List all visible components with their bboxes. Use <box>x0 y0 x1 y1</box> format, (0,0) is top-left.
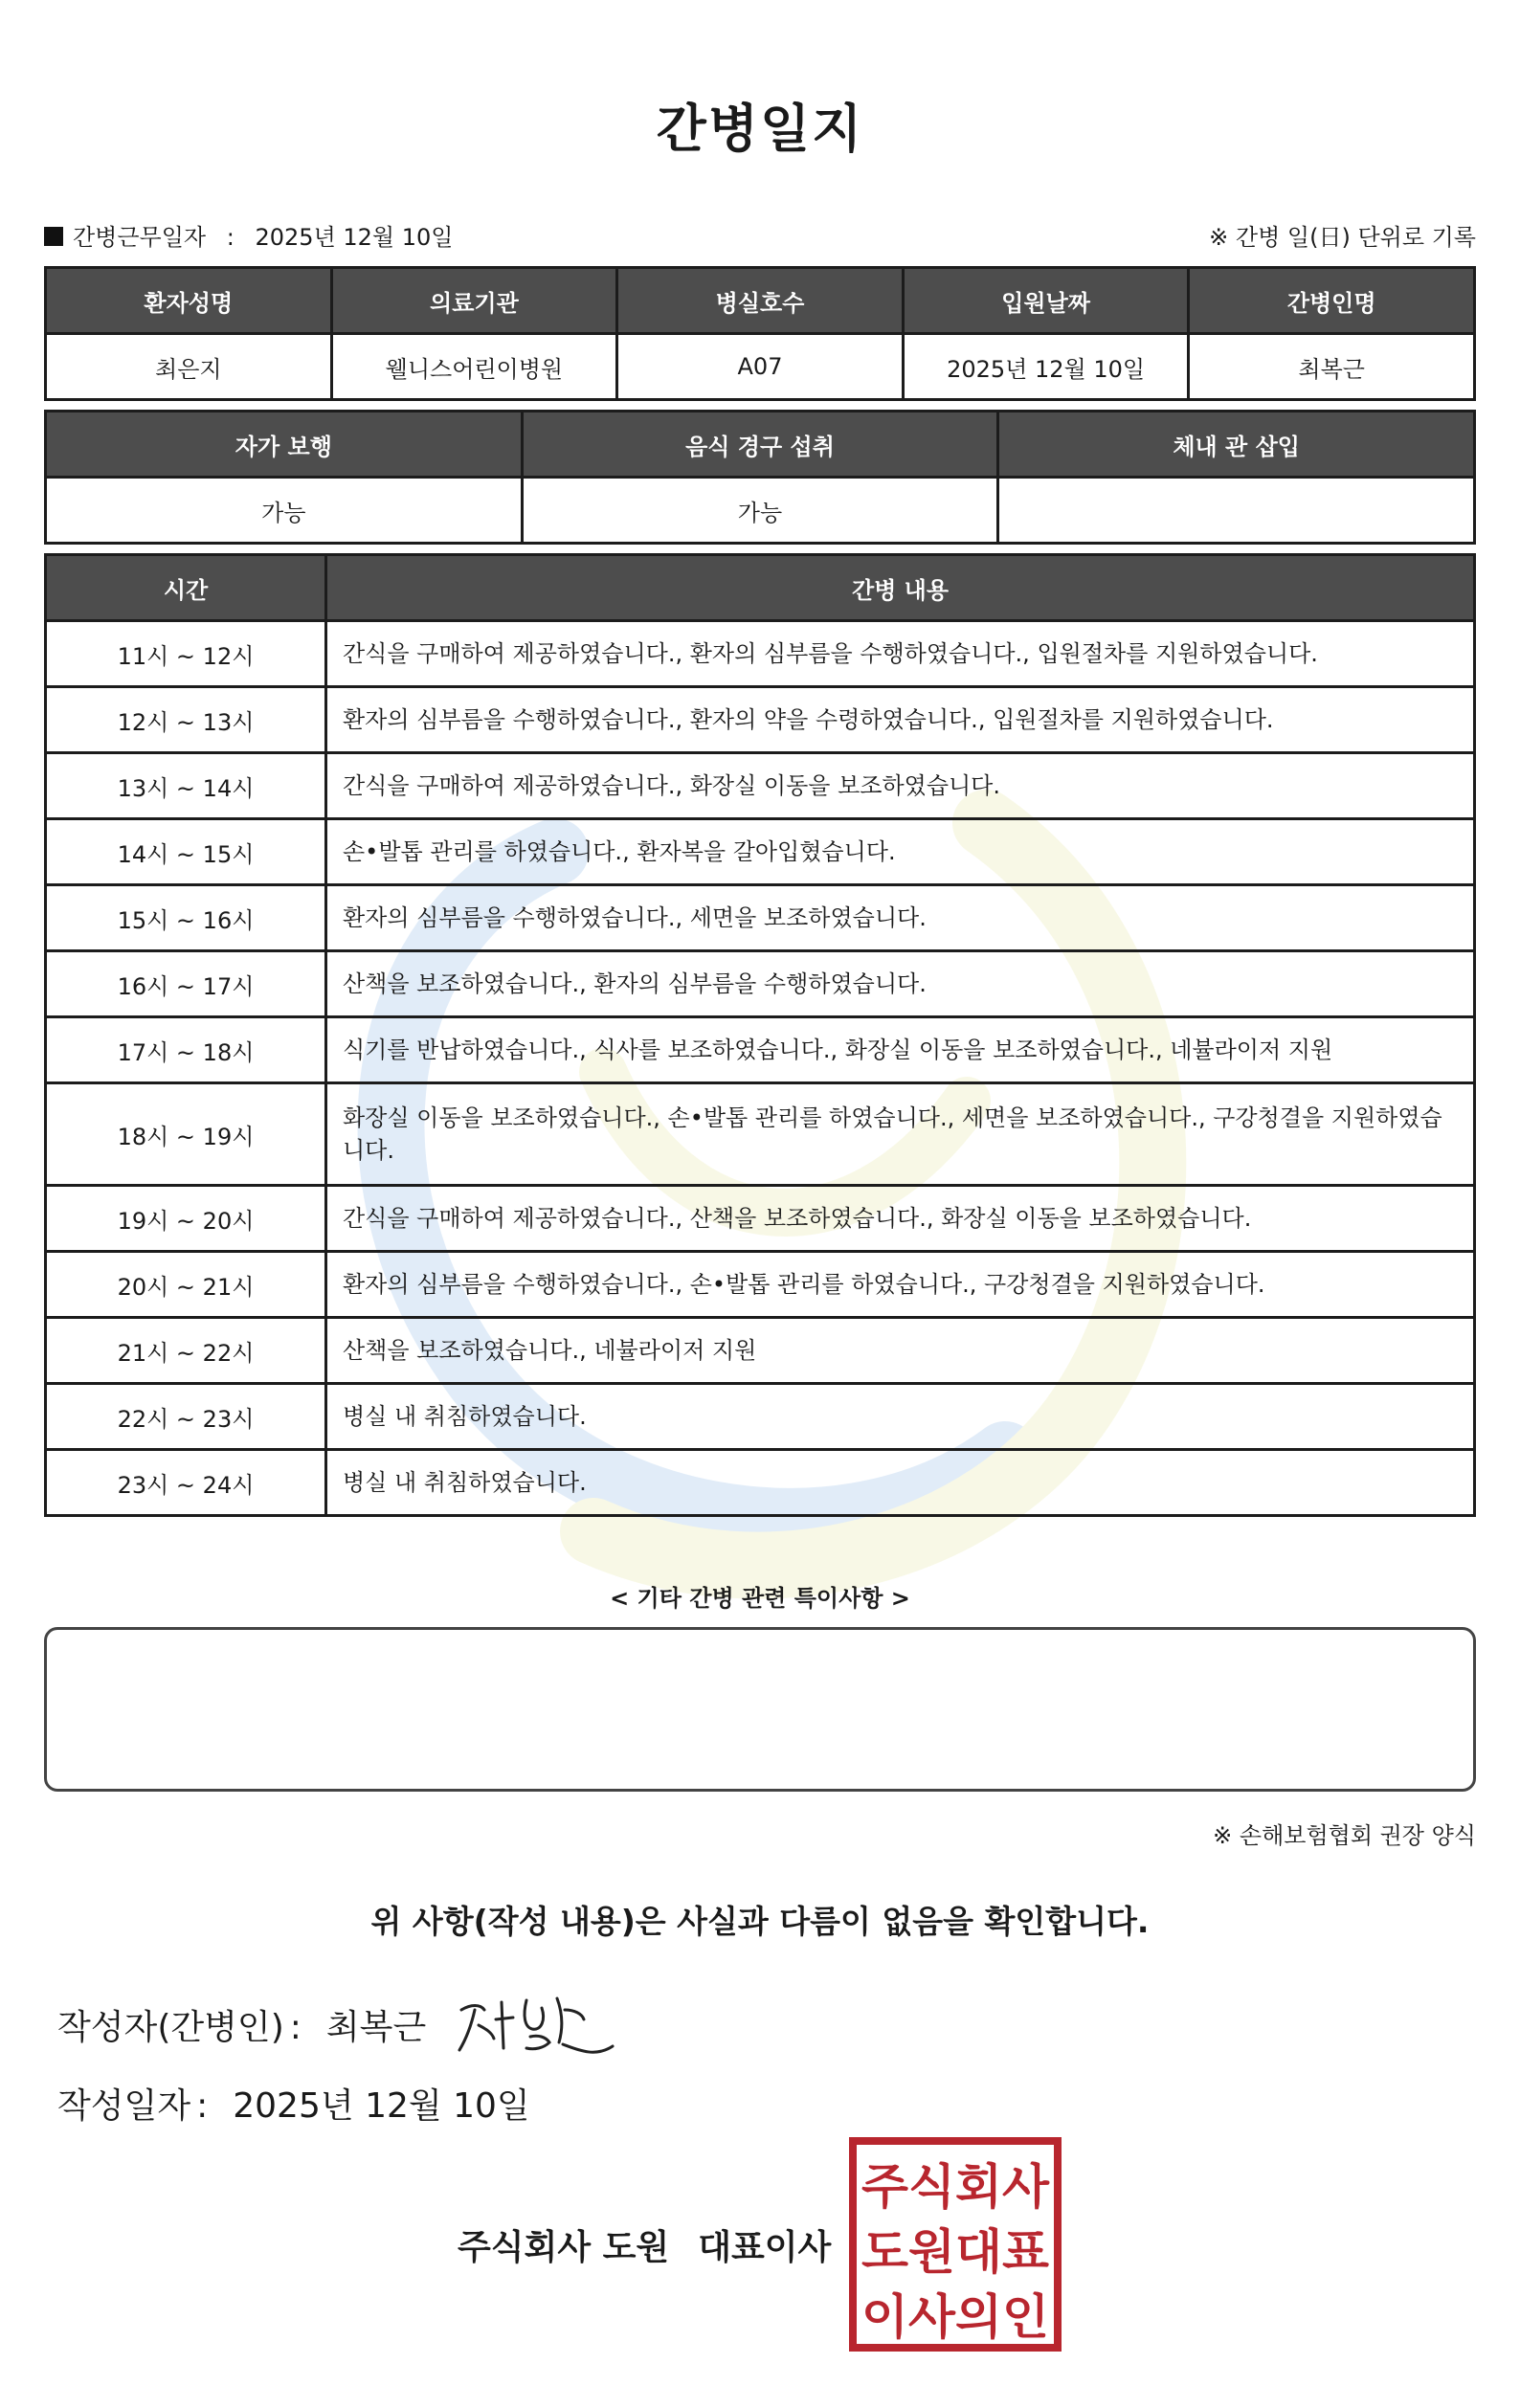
table-row <box>46 1252 1475 1318</box>
unit-note: ※ 간병 일(日) 단위로 기록 <box>1209 224 1476 251</box>
content-cell: 간식을 구매하여 제공하였습니다., 화장실 이동을 보조하였습니다. <box>326 753 1475 819</box>
content-cell: 병실 내 취침하였습니다. <box>326 1384 1475 1450</box>
table-row <box>46 753 1475 819</box>
header-admission-date: 입원날짜 <box>903 268 1189 334</box>
content-cell: 환자의 심부름을 수행하였습니다., 세면을 보조하였습니다. <box>326 885 1475 951</box>
content-cell: 화장실 이동을 보조하였습니다., 손•발톱 관리를 하였습니다., 세면을 보조하였습니다., 구강청결을 지원하였습니다. <box>326 1083 1475 1186</box>
confirmation-statement: 위 사항(작성 내용)은 사실과 다름이 없음을 확인합니다. <box>370 1903 1150 1940</box>
content-cell: 산책을 보조하였습니다., 네뷸라이저 지원 <box>326 1318 1475 1384</box>
writer-name: 최복근 <box>325 2008 427 2047</box>
writer-label: 작성자(간병인) <box>57 2008 284 2047</box>
recommend-note: ※ 손해보험협회 권장 양식 <box>1213 1822 1476 1849</box>
table-row <box>46 621 1475 687</box>
time-cell: 12시 ~ 13시 <box>46 687 326 753</box>
work-date-line <box>44 218 453 252</box>
content-cell: 환자의 심부름을 수행하였습니다., 환자의 약을 수령하였습니다., 입원절차를 지원하였습니다. <box>326 687 1475 753</box>
written-date-colon: : <box>196 2086 209 2126</box>
time-cell: 11시 ~ 12시 <box>46 621 326 687</box>
time-cell: 18시 ~ 19시 <box>46 1083 326 1186</box>
patient-status-table <box>44 410 1476 545</box>
time-cell: 17시 ~ 18시 <box>46 1017 326 1083</box>
written-date-line <box>57 2079 530 2128</box>
caregiver-value: 최복근 <box>1189 334 1475 400</box>
time-cell: 13시 ~ 14시 <box>46 753 326 819</box>
header-care-content: 간병 내용 <box>326 555 1475 621</box>
seal-line-1: 주식회사 <box>861 2159 1050 2215</box>
table-row <box>46 885 1475 951</box>
company-rep-title: 대표이사 <box>698 2228 832 2267</box>
time-cell: 22시 ~ 23시 <box>46 1384 326 1450</box>
content-cell: 병실 내 취침하였습니다. <box>326 1450 1475 1516</box>
handwritten-signature-icon <box>450 1981 622 2067</box>
tube-insertion-value <box>998 478 1475 544</box>
document-title: 간병일지 <box>656 99 864 159</box>
seal-line-3: 이사의인 <box>861 2289 1049 2345</box>
content-cell: 식기를 반납하였습니다., 식사를 보조하였습니다., 화장실 이동을 보조하였습니다., 네뷸라이저 지원 <box>326 1017 1475 1083</box>
time-cell: 20시 ~ 21시 <box>46 1252 326 1318</box>
patient-name-value: 최은지 <box>46 334 332 400</box>
room-value: A07 <box>617 334 904 400</box>
written-date-value: 2025년 12월 10일 <box>233 2086 530 2126</box>
work-date-value: 2025년 12월 10일 <box>255 224 454 251</box>
content-cell: 손•발톱 관리를 하였습니다., 환자복을 갈아입혔습니다. <box>326 819 1475 885</box>
table-row <box>46 687 1475 753</box>
patient-value-row <box>46 334 1475 400</box>
time-cell: 23시 ~ 24시 <box>46 1450 326 1516</box>
status-value-row <box>46 478 1475 544</box>
patient-header-row <box>46 268 1475 334</box>
table-row <box>46 1384 1475 1450</box>
admission-date-value: 2025년 12월 10일 <box>903 334 1189 400</box>
writer-line <box>57 2000 426 2049</box>
table-row <box>46 1186 1475 1252</box>
oral-intake-value: 가능 <box>522 478 998 544</box>
content-cell: 환자의 심부름을 수행하였습니다., 손•발톱 관리를 하였습니다., 구강청결을 지원하였습니다. <box>326 1252 1475 1318</box>
time-cell: 21시 ~ 22시 <box>46 1318 326 1384</box>
header-room: 병실호수 <box>617 268 904 334</box>
table-row <box>46 1083 1475 1186</box>
company-signature-line <box>458 2220 831 2269</box>
company-seal-stamp-icon <box>848 2136 1062 2352</box>
company-name: 주식회사 도원 <box>458 2228 670 2267</box>
time-cell: 16시 ~ 17시 <box>46 951 326 1017</box>
work-date-label: 간병근무일자 <box>73 224 207 251</box>
header-tube-insertion: 체내 관 삽입 <box>998 412 1475 478</box>
header-patient-name: 환자성명 <box>46 268 332 334</box>
header-caregiver: 간병인명 <box>1189 268 1475 334</box>
content-cell: 간식을 구매하여 제공하였습니다., 산책을 보조하였습니다., 화장실 이동을 보조하였습니다. <box>326 1186 1475 1252</box>
time-cell: 19시 ~ 20시 <box>46 1186 326 1252</box>
hospital-value: 웰니스어린이병원 <box>331 334 617 400</box>
table-row <box>46 1318 1475 1384</box>
time-cell: 15시 ~ 16시 <box>46 885 326 951</box>
table-row <box>46 1017 1475 1083</box>
notes-box <box>44 1627 1476 1792</box>
content-cell: 산책을 보조하였습니다., 환자의 심부름을 수행하였습니다. <box>326 951 1475 1017</box>
time-cell: 14시 ~ 15시 <box>46 819 326 885</box>
square-bullet-icon <box>44 227 63 246</box>
work-date-colon: : <box>226 224 235 251</box>
header-oral-intake: 음식 경구 섭취 <box>522 412 998 478</box>
written-date-label: 작성일자 <box>57 2086 191 2126</box>
writer-colon: : <box>289 2008 302 2047</box>
table-row <box>46 819 1475 885</box>
patient-info-table <box>44 266 1476 401</box>
content-cell: 간식을 구매하여 제공하였습니다., 환자의 심부름을 수행하였습니다., 입원절차를 지원하였습니다. <box>326 621 1475 687</box>
header-self-walking: 자가 보행 <box>46 412 523 478</box>
care-log-table <box>44 553 1476 1517</box>
status-header-row <box>46 412 1475 478</box>
header-hospital: 의료기관 <box>331 268 617 334</box>
table-row <box>46 951 1475 1017</box>
log-header-row <box>46 555 1475 621</box>
notes-title: < 기타 간병 관련 특이사항 > <box>610 1585 910 1612</box>
seal-line-2: 도원대표 <box>861 2224 1050 2280</box>
self-walking-value: 가능 <box>46 478 523 544</box>
header-time: 시간 <box>46 555 326 621</box>
table-row <box>46 1450 1475 1516</box>
